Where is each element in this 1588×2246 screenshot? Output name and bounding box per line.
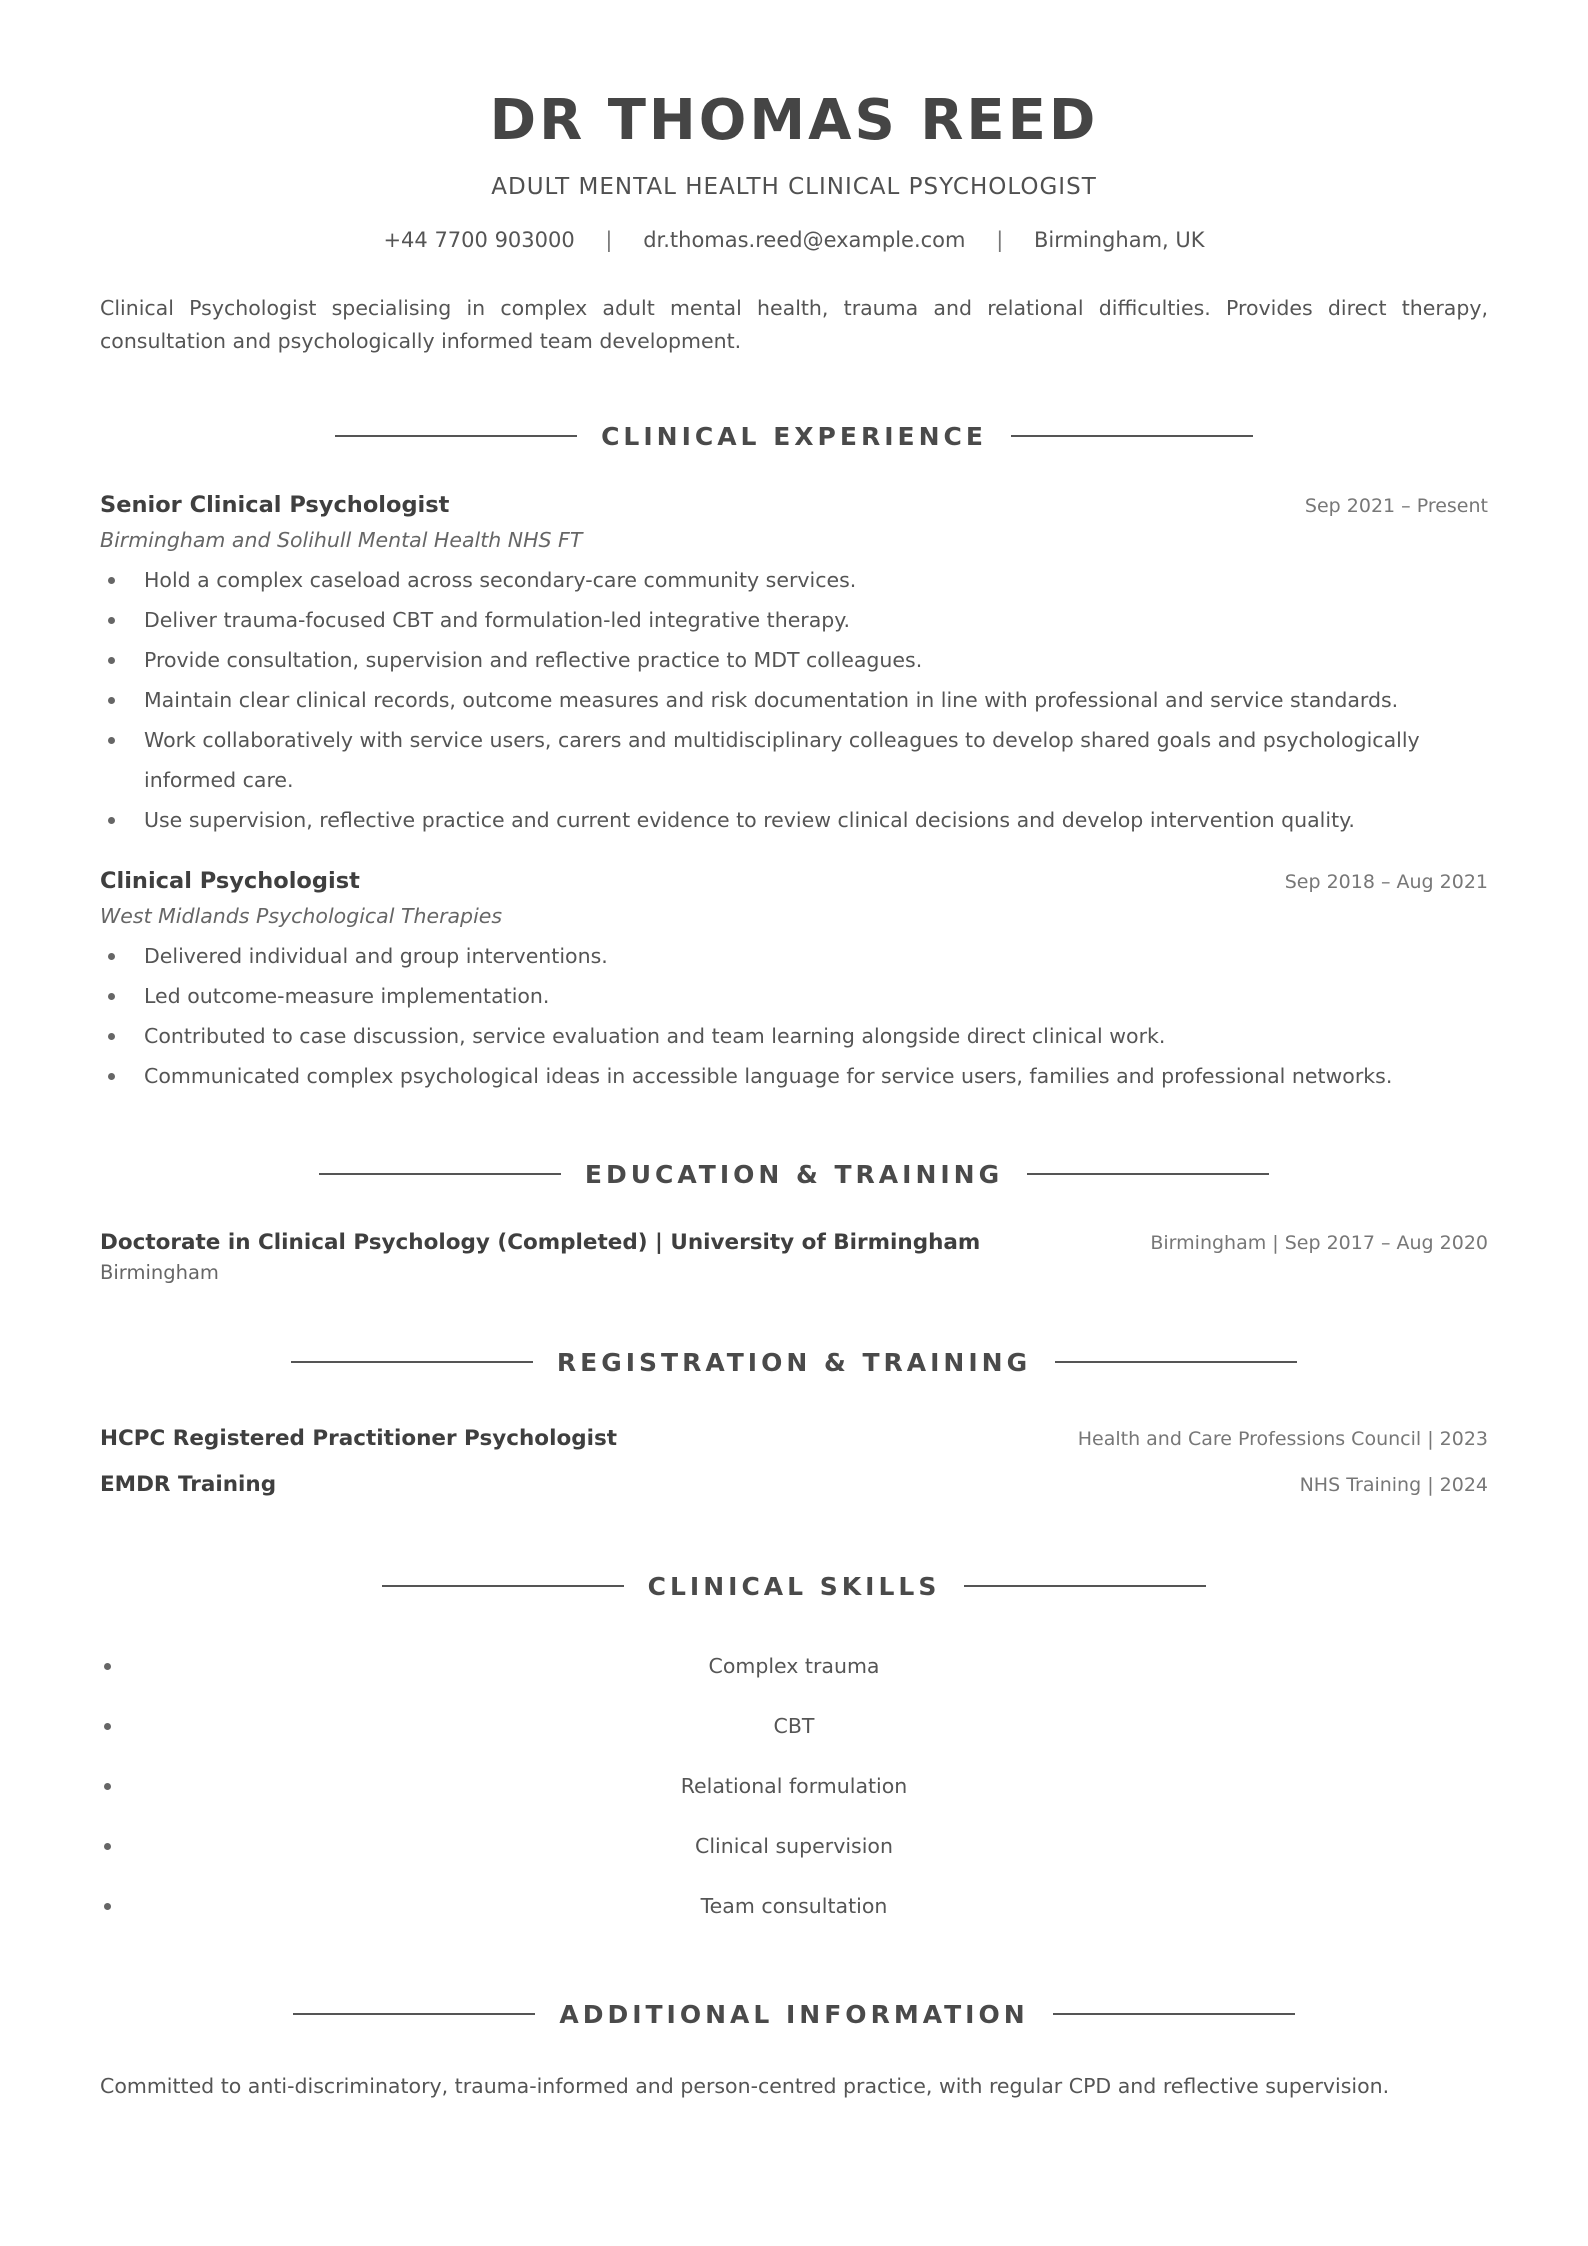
heading-rule: [1053, 2013, 1295, 2015]
skill-item: Relational formulation: [100, 1756, 1488, 1816]
heading-rule: [382, 1585, 624, 1587]
registration-meta: NHS Training | 2024: [1299, 1474, 1488, 1496]
section-title: EDUCATION & TRAINING: [584, 1159, 1004, 1189]
contact-phone: +44 7700 903000: [383, 228, 575, 252]
contact-email: dr.thomas.reed@example.com: [643, 228, 966, 252]
section-heading-registration: [100, 1342, 1488, 1382]
registration-list: [100, 1416, 1488, 1508]
job-bullet: Delivered individual and group interventions.: [100, 936, 1488, 976]
job-bullet: Communicated complex psychological ideas in accessible language for service users, families and professional networks.: [100, 1056, 1488, 1096]
job-title: Clinical Psychologist: [100, 868, 360, 894]
heading-rule: [293, 2013, 535, 2015]
skill-item: Clinical supervision: [100, 1816, 1488, 1876]
registration-title: EMDR Training: [100, 1472, 277, 1497]
skill-item: Team consultation: [100, 1876, 1488, 1936]
section-title: ADDITIONAL INFORMATION: [559, 1999, 1029, 2029]
skill-item: CBT: [100, 1696, 1488, 1756]
section-title: CLINICAL SKILLS: [647, 1571, 941, 1601]
section-heading-experience: [100, 416, 1488, 456]
registration-meta: Health and Care Professions Council | 2023: [1077, 1428, 1488, 1450]
job-bullet: Use supervision, reflective practice and current evidence to review clinical decisions and develop intervention quality.: [100, 800, 1488, 840]
heading-rule: [291, 1361, 533, 1363]
contact-separator: |: [605, 228, 613, 252]
contact-separator: |: [996, 228, 1004, 252]
contact-location: Birmingham, UK: [1033, 228, 1205, 252]
heading-rule: [1027, 1173, 1269, 1175]
education-meta: Birmingham | Sep 2017 – Aug 2020: [1150, 1232, 1488, 1254]
job-bullets: [100, 560, 1488, 840]
contact-line: [100, 226, 1488, 254]
registration-entry: [100, 1416, 1488, 1462]
registration-entry: [100, 1462, 1488, 1508]
job-dates: Sep 2018 – Aug 2021: [1284, 871, 1488, 893]
skill-item: Complex trauma: [100, 1636, 1488, 1696]
section-title: REGISTRATION & TRAINING: [556, 1347, 1032, 1377]
skills-list: [100, 1636, 1488, 1936]
section-title: CLINICAL EXPERIENCE: [601, 421, 987, 451]
education-title: Doctorate in Clinical Psychology (Completed) | University of Birmingham: [100, 1230, 981, 1255]
job-bullets: [100, 936, 1488, 1096]
job-entry: [100, 868, 1488, 1096]
job-title: Senior Clinical Psychologist: [100, 492, 450, 518]
heading-rule: [964, 1585, 1206, 1587]
job-bullet: Deliver trauma-focused CBT and formulation-led integrative therapy.: [100, 600, 1488, 640]
job-bullet: Provide consultation, supervision and reflective practice to MDT colleagues.: [100, 640, 1488, 680]
heading-rule: [335, 435, 577, 437]
education-location: Birmingham: [100, 1261, 219, 1284]
registration-title: HCPC Registered Practitioner Psychologist: [100, 1426, 618, 1451]
heading-rule: [1011, 435, 1253, 437]
profile-summary: Clinical Psychologist specialising in complex adult mental health, trauma and relational difficulties. Provides direct therapy, consultation and psychologically informed team development.: [100, 296, 1488, 353]
additional-information: Committed to anti-discriminatory, trauma-informed and person-centred practice, with regular CPD and reflective supervision.: [100, 2074, 1390, 2098]
section-heading-skills: [100, 1566, 1488, 1606]
job-bullet: Contributed to case discussion, service evaluation and team learning alongside direct clinical work.: [100, 1016, 1488, 1056]
job-bullet: Maintain clear clinical records, outcome measures and risk documentation in line with professional and service standards.: [100, 680, 1488, 720]
section-heading-additional: [100, 1994, 1488, 2034]
job-bullet: Work collaboratively with service users, carers and multidisciplinary colleagues to develop shared goals and psychologically informed care.: [100, 720, 1488, 800]
section-heading-education: [100, 1154, 1488, 1194]
heading-rule: [1055, 1361, 1297, 1363]
candidate-name: DR THOMAS REED: [489, 88, 1099, 153]
job-entry: [100, 492, 1488, 840]
candidate-role: ADULT MENTAL HEALTH CLINICAL PSYCHOLOGIST: [491, 174, 1097, 200]
job-organisation: West Midlands Psychological Therapies: [100, 904, 503, 928]
job-bullet: Hold a complex caseload across secondary-care community services.: [100, 560, 1488, 600]
job-bullet: Led outcome-measure implementation.: [100, 976, 1488, 1016]
job-dates: Sep 2021 – Present: [1304, 495, 1488, 517]
heading-rule: [319, 1173, 561, 1175]
job-organisation: Birmingham and Solihull Mental Health NHS FT: [100, 528, 583, 552]
education-entry: [100, 1230, 1488, 1284]
